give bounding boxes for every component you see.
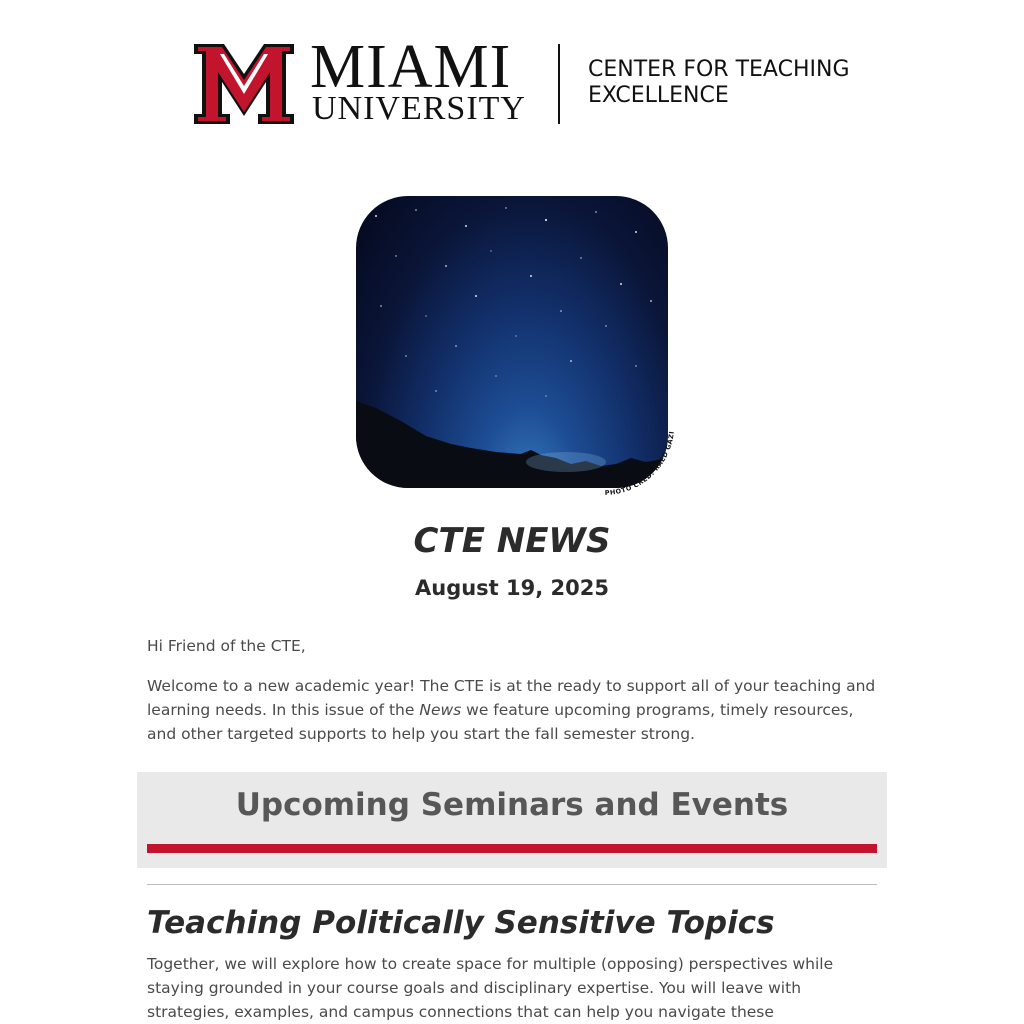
welcome-paragraph (147, 674, 877, 746)
welcome-text-end: we feature upcoming programs, timely resources, and other targeted supports to help you start the fall semester strong. (147, 701, 854, 743)
newsletter-title: CTE NEWS (413, 521, 611, 561)
section-header (137, 772, 887, 868)
logo-divider (558, 44, 560, 124)
photo-credit (600, 420, 690, 510)
greeting-text: Hi Friend of the CTE, (147, 637, 306, 655)
brand-subname: UNIVERSITY (312, 90, 526, 127)
newsletter-date: August 19, 2025 (415, 576, 609, 600)
event-title[interactable]: Teaching Politically Sensitive Topics (147, 905, 775, 941)
divider (147, 884, 877, 885)
header-logo (0, 0, 1024, 150)
miami-m-logo (194, 44, 294, 124)
event-description: Together, we will explore how to create space for multiple (opposing) perspectives while staying grounded in your course goals and disciplinary expertise. You will leave with strategies, examples, and campus connections that can help you navigate these (147, 955, 834, 1021)
svg-text:PHOTO CRED: RAED GAZI: PHOTO CRED: RAED GAZI (604, 430, 676, 498)
center-name-line2: EXCELLENCE (588, 83, 729, 108)
center-name-line1: CENTER FOR TEACHING (588, 57, 850, 82)
section-accent-bar (147, 844, 877, 853)
brand-name: MIAMI (310, 33, 512, 101)
welcome-news-emphasis: News (419, 701, 462, 719)
section-title: Upcoming Seminars and Events (235, 787, 789, 823)
welcome-text-start: Welcome to a new academic year! The CTE is at the ready to support all of your teaching and learning needs. In this issue of the (147, 677, 876, 719)
